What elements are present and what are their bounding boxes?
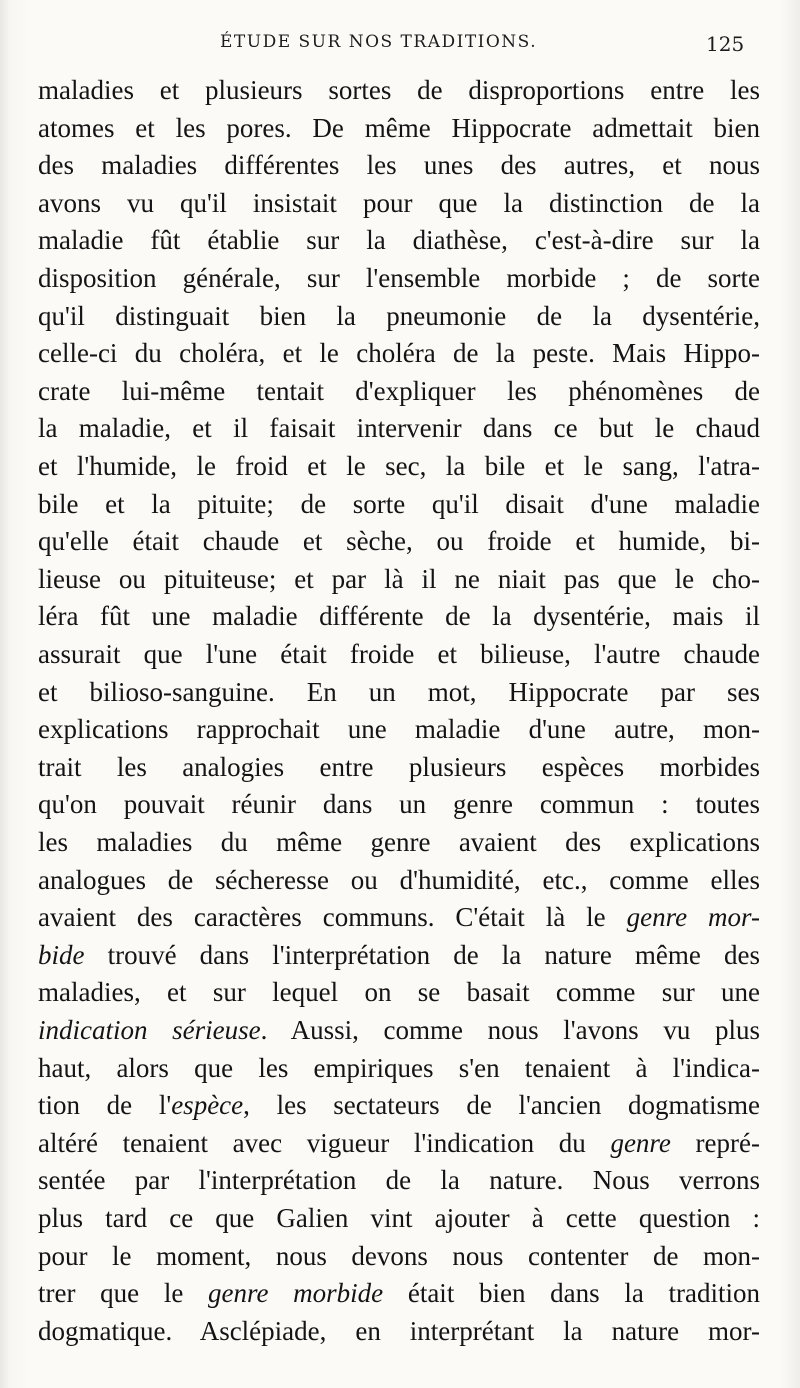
text-run: maladies, et sur lequel on se basait comme sur une xyxy=(38,977,760,1008)
text-run: et l'humide, le froid et le sec, la bile et le sang, l'atra- xyxy=(38,451,760,481)
text-line xyxy=(38,110,760,146)
text-run: repré- xyxy=(670,1127,760,1158)
text-line xyxy=(38,523,760,559)
text-line xyxy=(38,1200,760,1236)
text-line xyxy=(38,1087,760,1123)
text-run: avons vu qu'il insistait pour que la distinction de la xyxy=(38,187,760,218)
text-run: maladies et plusieurs sortes de disproportions entre les xyxy=(38,75,760,105)
text-line xyxy=(38,786,760,822)
text-line xyxy=(38,1238,760,1274)
text-line xyxy=(38,147,760,183)
text-run: et bilioso-sanguine. En un mot, Hippocrate par ses xyxy=(38,676,760,707)
text-line xyxy=(38,373,760,409)
text-line xyxy=(38,749,760,785)
page-header xyxy=(0,30,800,60)
italic-text: bide xyxy=(38,939,85,970)
text-run: pour le moment, nous devons nous contenter de mon- xyxy=(38,1240,760,1271)
text-run: des maladies différentes les unes des autres, et nous xyxy=(38,150,760,181)
text-run: , les sectateurs de l'ancien dogmatisme xyxy=(243,1090,760,1121)
text-line xyxy=(38,1313,760,1349)
text-run: qu'il distinguait bien la pneumonie de la dysentérie, xyxy=(38,300,760,331)
text-run: tion de l' xyxy=(38,1090,172,1121)
text-line xyxy=(38,974,760,1010)
text-line xyxy=(38,1162,760,1198)
text-run: sentée par l'interprétation de la nature. Nous verrons xyxy=(38,1165,760,1196)
text-run: léra fût une maladie différente de la dysentérie, mais il xyxy=(38,601,760,632)
text-run: . Aussi, comme nous l'avons vu plus xyxy=(260,1015,761,1045)
text-run: bile et la pituite; de sorte qu'il disait d'une maladie xyxy=(38,488,760,519)
text-line xyxy=(38,298,760,334)
text-run: la maladie, et il faisait intervenir dans ce but le chaud xyxy=(38,413,760,444)
text-line xyxy=(38,711,760,747)
text-run: celle-ci du choléra, et le choléra de la peste. Mais Hippo- xyxy=(38,338,760,369)
text-run: avaient des caractères communs. C'était là le xyxy=(38,902,627,933)
text-line xyxy=(38,1125,760,1161)
text-line xyxy=(38,1275,760,1311)
italic-text: genre xyxy=(610,1127,671,1158)
text-run: disposition générale, sur l'ensemble morbide ; de sorte xyxy=(38,263,760,293)
text-line xyxy=(38,598,760,634)
text-run: les maladies du même genre avaient des explications xyxy=(38,827,760,857)
text-run: plus tard ce que Galien vint ajouter à cette question : xyxy=(38,1203,760,1233)
text-line xyxy=(38,222,760,258)
text-run: qu'on pouvait réunir dans un genre commun : toutes xyxy=(38,789,760,820)
text-line xyxy=(38,448,760,484)
text-line xyxy=(38,636,760,672)
text-line xyxy=(38,824,760,860)
text-run: explications rapprochait une maladie d'une autre, mon- xyxy=(38,714,760,745)
italic-text: indication sérieuse xyxy=(38,1015,261,1045)
running-title: ÉTUDE SUR NOS TRADITIONS. xyxy=(220,32,538,52)
text-run: qu'elle était chaude et sèche, ou froide et humide, bi- xyxy=(38,526,760,557)
italic-text: genre morbide xyxy=(208,1278,384,1309)
text-run: analogues de sécheresse ou d'humidité, etc., comme elles xyxy=(38,864,760,895)
text-run: haut, alors que les empiriques s'en tenaient à l'indica- xyxy=(38,1052,760,1083)
text-line xyxy=(38,335,760,371)
text-line xyxy=(38,1050,760,1086)
text-run: altéré tenaient avec vigueur l'indication du xyxy=(38,1127,611,1158)
text-line xyxy=(38,862,760,898)
text-line xyxy=(38,561,760,597)
text-run: assurait que l'une était froide et bilieuse, l'autre chaude xyxy=(38,639,760,669)
text-run: trouvé dans l'interprétation de la nature même des xyxy=(84,939,760,970)
italic-text: espèce xyxy=(171,1090,244,1121)
text-line xyxy=(38,486,760,522)
text-line xyxy=(38,937,760,973)
page-number: 125 xyxy=(706,32,745,56)
text-line xyxy=(38,410,760,446)
text-run: maladie fût établie sur la diathèse, c'est-à-dire sur la xyxy=(38,225,760,256)
text-run: trait les analogies entre plusieurs espèces morbides xyxy=(38,751,760,782)
text-line xyxy=(38,899,760,935)
italic-text: genre mor- xyxy=(626,902,760,933)
text-run: trer que le xyxy=(38,1278,208,1309)
text-run: atomes et les pores. De même Hippocrate admettait bien xyxy=(38,112,760,143)
text-run: crate lui-même tentait d'expliquer les phénomènes de xyxy=(38,375,760,406)
text-line xyxy=(38,72,760,108)
text-run: dogmatique. Asclépiade, en interprétant la nature mor- xyxy=(38,1315,760,1346)
text-line xyxy=(38,674,760,710)
text-run: était bien dans la tradition xyxy=(383,1278,761,1309)
text-line xyxy=(38,260,760,296)
text-run: lieuse ou pituiteuse; et par là il ne niait pas que le cho- xyxy=(38,563,760,594)
text-line xyxy=(38,185,760,221)
text-line xyxy=(38,1012,760,1048)
